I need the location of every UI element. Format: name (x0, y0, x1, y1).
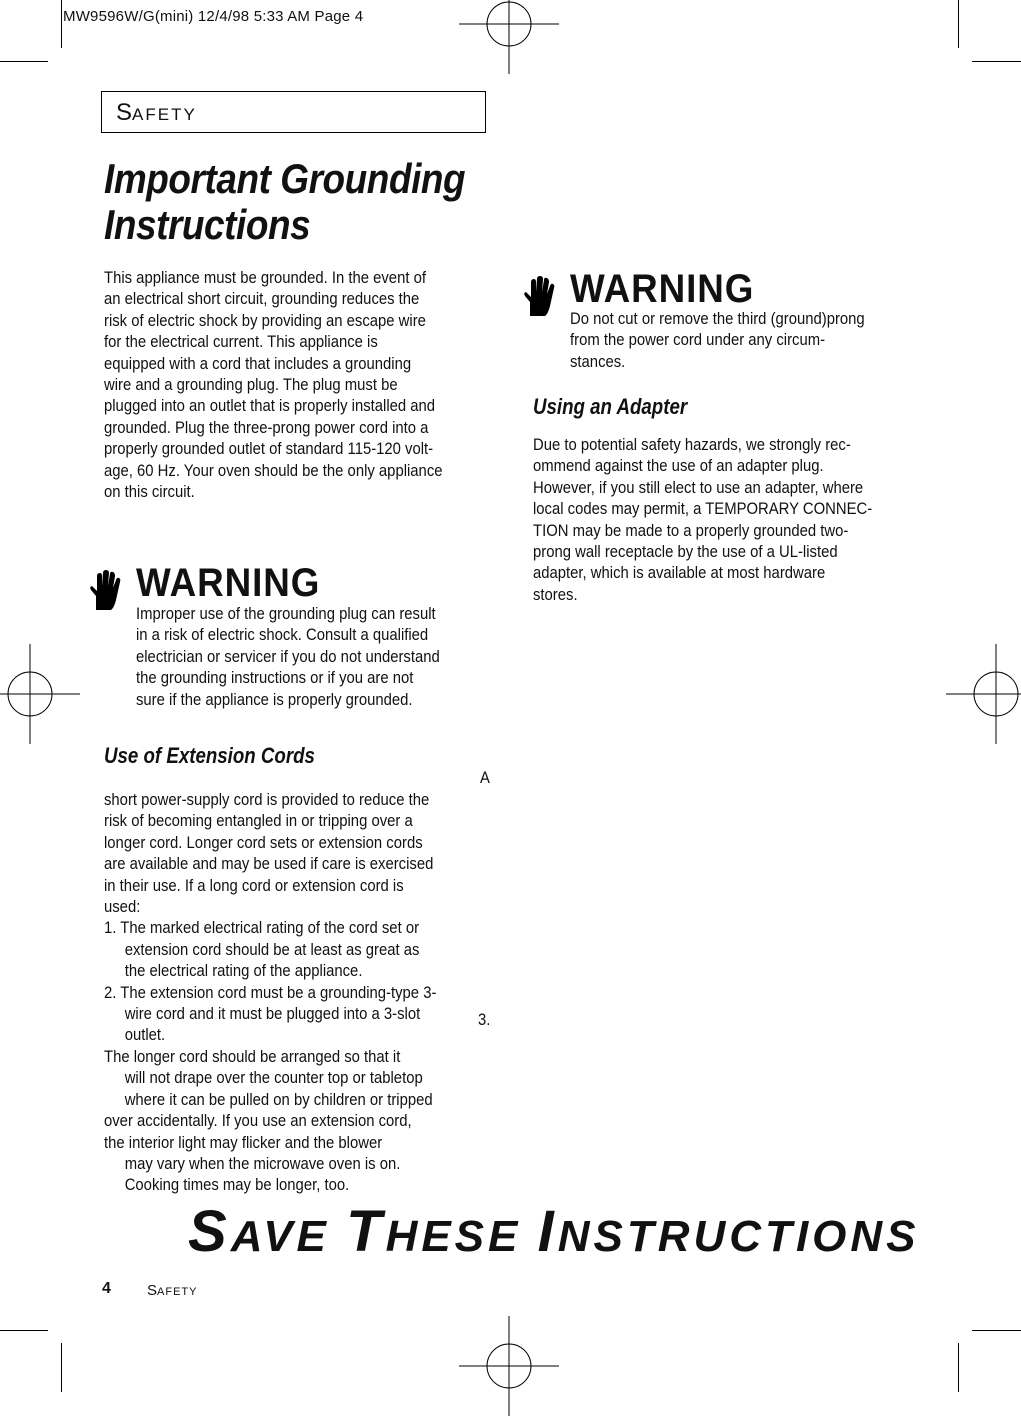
text-line: equipped with a cord that includes a grounding (104, 354, 412, 373)
stop-hand-icon (521, 276, 555, 320)
text-line: are available and may be used if care is exercised (104, 855, 434, 874)
adapter-paragraph (533, 435, 872, 606)
text-line: an electrical short circuit, grounding reduces the (104, 290, 420, 309)
text-line: risk of becoming entangled in or tripping over a (104, 812, 413, 831)
crop-mark (61, 0, 62, 48)
crosshair-registration-icon (459, 0, 559, 74)
text-line: where it can be pulled on by children or tripped (124, 1090, 433, 1109)
crop-mark (958, 1343, 959, 1392)
text-line: properly grounded outlet of standard 115-120 volt- (104, 440, 434, 459)
text-line: adapter, which is available at most hardware (533, 564, 826, 583)
list-item: 2. The extension cord must be a grounding-type 3- (104, 983, 437, 1002)
text-line: plugged into an outlet that is properly installed and (104, 397, 436, 416)
text-line: wire and a grounding plug. The plug must be (104, 376, 398, 395)
section-heading: Use of Extension Cords (104, 743, 315, 768)
page-number: 4 (102, 1280, 111, 1297)
section-title-initial: S (116, 99, 133, 126)
text-line: grounded. Plug the three-prong power cord into a (104, 418, 429, 437)
page-title-line: Important Grounding (104, 155, 466, 202)
text-line: from the power cord under any circum- (570, 331, 826, 350)
banner-initial: T (346, 1199, 386, 1264)
list-item: 1. The marked electrical rating of the cord set or (104, 919, 420, 938)
text-line: in their use. If a long cord or extension cord is (104, 876, 404, 895)
warning-title: WARNING (570, 267, 755, 311)
text-line: local codes may permit, a TEMPORARY CONNEC- (533, 500, 873, 519)
text-line: electrician or servicer if you do not understand (136, 647, 440, 666)
text-line: used: (104, 898, 141, 917)
text-line: Cooking times may be longer, too. (124, 1176, 350, 1195)
stray-number: 3. (478, 1011, 491, 1029)
text-line: outlet. (124, 1026, 166, 1045)
text-line: wire cord and it must be plugged into a 3-slot (124, 1005, 421, 1024)
banner-initial: S (188, 1199, 231, 1264)
text-line: longer cord. Longer cord sets or extension cords (104, 833, 423, 852)
banner-rest: AVE (230, 1212, 347, 1261)
printer-slug: MW9596W/G(mini) 12/4/98 5:33 AM Page 4 (63, 8, 364, 25)
extension-paragraph (104, 790, 436, 1197)
stop-hand-icon (87, 570, 121, 614)
warning-title: WARNING (136, 561, 321, 605)
text-line: stances. (570, 352, 626, 371)
page-title-line: Instructions (104, 201, 311, 248)
section-heading: Using an Adapter (533, 394, 688, 419)
text-line: ommend against the use of an adapter plug. (533, 457, 824, 476)
save-instructions-banner (188, 1198, 920, 1265)
text-line: the electrical rating of the appliance. (124, 962, 363, 981)
text-line: However, if you still elect to use an adapter, where (533, 478, 864, 497)
crop-mark (972, 61, 1021, 62)
list-item: The longer cord should be arranged so that it (104, 1047, 401, 1066)
text-line: prong wall receptacle by the use of a UL-listed (533, 543, 838, 562)
crosshair-registration-icon (0, 644, 80, 744)
footer-section-label (147, 1282, 197, 1300)
crop-mark (0, 61, 48, 62)
text-line: extension cord should be at least as great as (124, 940, 420, 959)
text-line: sure if the appliance is properly grounded. (136, 690, 413, 709)
crop-mark (0, 1330, 48, 1331)
text-line: over accidentally. If you use an extension cord, (104, 1112, 412, 1131)
text-line: Due to potential safety hazards, we strongly rec- (533, 436, 851, 454)
warning-text (570, 309, 865, 373)
text-line: This appliance must be grounded. In the event of (104, 269, 426, 287)
banner-rest: HESE (385, 1212, 538, 1261)
text-line: Do not cut or remove the third (ground)prong (570, 310, 865, 328)
crop-mark (958, 0, 959, 48)
page-title (104, 156, 474, 248)
crosshair-registration-icon (946, 644, 1021, 744)
banner-initial: I (537, 1199, 558, 1264)
crosshair-registration-icon (459, 1316, 559, 1416)
text-line: Improper use of the grounding plug can result (136, 605, 436, 623)
text-line: for the electrical current. This appliance is (104, 333, 378, 352)
crop-mark (972, 1330, 1021, 1331)
footer-label-rest: AFETY (157, 1286, 198, 1298)
text-line: the interior light may flicker and the blower (104, 1133, 383, 1152)
banner-rest: NSTRUCTIONS (557, 1212, 920, 1261)
text-line: stores. (533, 585, 578, 604)
text-line: will not drape over the counter top or tabletop (124, 1069, 423, 1088)
section-header-box (101, 91, 486, 133)
text-line: in a risk of electric shock. Consult a qualified (136, 626, 429, 645)
stray-text: A (480, 769, 490, 787)
warning-text (136, 604, 440, 711)
footer-label-initial: S (147, 1282, 158, 1299)
text-line: on this circuit. (104, 483, 195, 502)
text-line: age, 60 Hz. Your oven should be the only appliance (104, 461, 443, 480)
intro-paragraph (104, 268, 443, 503)
text-line: the grounding instructions or if you are not (136, 669, 414, 688)
text-line: short power-supply cord is provided to reduce the (104, 791, 430, 809)
text-line: risk of electric shock by providing an escape wire (104, 311, 426, 330)
section-title-rest: AFETY (132, 105, 197, 124)
text-line: TION may be made to a properly grounded two- (533, 521, 849, 540)
crop-mark (61, 1343, 62, 1392)
text-line: may vary when the microwave oven is on. (124, 1154, 401, 1173)
